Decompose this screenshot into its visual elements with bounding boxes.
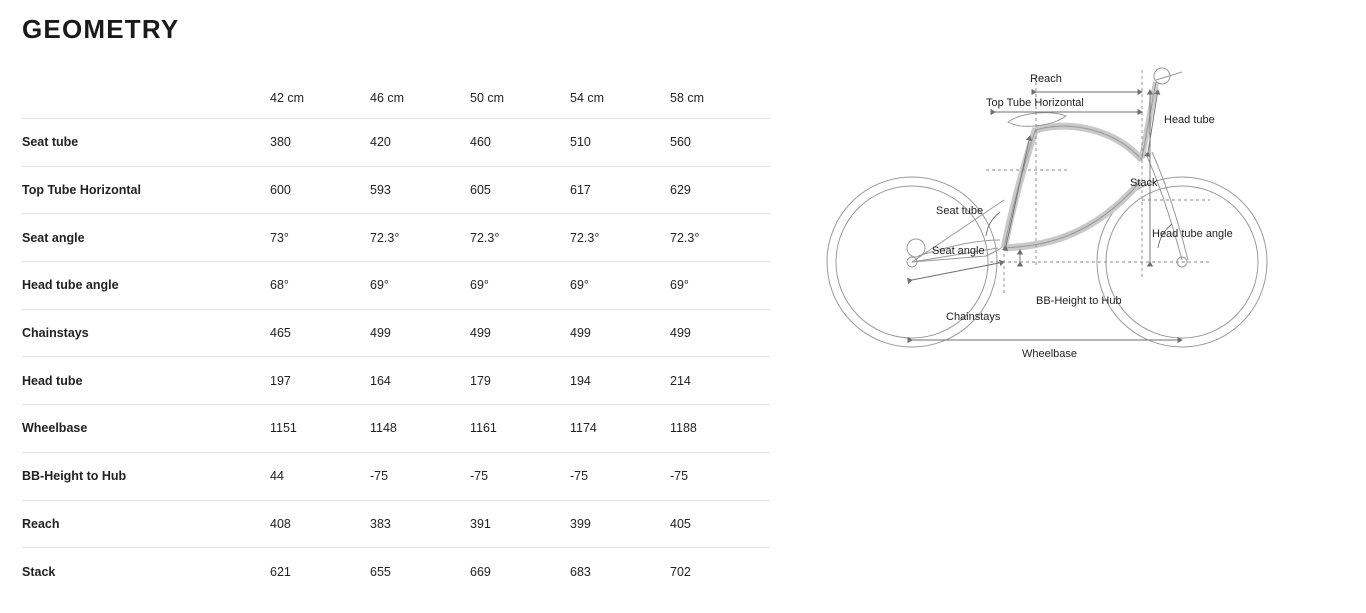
bike-geometry-svg [790, 50, 1350, 390]
fork [1146, 154, 1182, 260]
table-cell: 69° [670, 262, 770, 310]
table-cell: 499 [370, 309, 470, 357]
table-cell: 655 [370, 564, 391, 579]
row-label: BB-Height to Hub [22, 452, 270, 500]
table-header [22, 78, 770, 119]
table-cell: 72.3° [470, 214, 570, 262]
table-cell: 1188 [670, 405, 770, 453]
seat-tube-line [1006, 136, 1030, 246]
table-row [22, 357, 770, 405]
row-label: Wheelbase [22, 405, 270, 453]
table-cell: 510 [570, 119, 670, 167]
column-header-size-1: 42 cm [270, 78, 370, 119]
table-cell: 68° [270, 262, 370, 310]
diagram-label-seat-tube: Seat tube [936, 205, 984, 217]
table-cell: -75 [370, 452, 470, 500]
diagram-label-chainstays: Chainstays [946, 311, 1001, 323]
row-label: Head tube [22, 357, 270, 405]
bb-area [986, 246, 1004, 256]
diagram-label-stack: Stack [1130, 177, 1158, 189]
table-cell: 629 [670, 166, 770, 214]
row-label: Chainstays [22, 309, 270, 357]
table-cell: 1161 [470, 405, 570, 453]
table-cell: 621 [270, 564, 291, 579]
table-cell: 593 [370, 166, 470, 214]
row-label: Seat tube [22, 119, 270, 167]
table-cell: 194 [570, 357, 670, 405]
table-cell: 1174 [570, 405, 670, 453]
geometry-table [22, 78, 770, 595]
column-header-size-4: 54 cm [570, 78, 670, 119]
table-corner-cell [22, 78, 270, 119]
table-row [22, 166, 770, 214]
table-cell: 72.3° [670, 214, 770, 262]
seat-tube-shape [1004, 128, 1036, 248]
fork-2 [1152, 152, 1188, 260]
table-cell: 179 [470, 357, 570, 405]
table-row [22, 214, 770, 262]
page-title: GEOMETRY [22, 14, 180, 44]
table-row [22, 452, 770, 500]
table-cell: 600 [270, 166, 370, 214]
row-label: Stack [22, 564, 56, 579]
top-tube-shape [1036, 126, 1142, 160]
diagram-label-bb-height-to-hub: BB-Height to Hub [1036, 295, 1122, 307]
column-header-size-3: 50 cm [470, 78, 570, 119]
table-cell: 617 [570, 166, 670, 214]
table-cell: 408 [270, 500, 370, 548]
chainstay-line-measure [912, 262, 1004, 280]
table-row [22, 500, 770, 548]
table-cell: 72.3° [570, 214, 670, 262]
table-row [22, 548, 770, 595]
table-cell: 465 [270, 309, 370, 357]
table-cell: 683 [570, 564, 591, 579]
table-cell: 420 [370, 119, 470, 167]
table-cell: 164 [370, 357, 470, 405]
table-cell: 391 [470, 500, 570, 548]
row-label: Top Tube Horizontal [22, 166, 270, 214]
down-tube [1004, 182, 1140, 248]
table-cell: 669 [470, 564, 491, 579]
row-label: Head tube angle [22, 262, 270, 310]
table-cell: 380 [270, 119, 370, 167]
table-row [22, 309, 770, 357]
table-cell: 399 [570, 500, 670, 548]
table-cell: 1148 [370, 405, 470, 453]
diagram-label-head-tube-angle: Head tube angle [1152, 228, 1233, 240]
table-cell: -75 [470, 452, 570, 500]
table-cell: 69° [570, 262, 670, 310]
table-cell: 460 [470, 119, 570, 167]
table-cell: 197 [270, 357, 370, 405]
table-cell: 383 [370, 500, 470, 548]
table-cell: 560 [670, 119, 770, 167]
table-row [22, 119, 770, 167]
table-cell: 72.3° [370, 214, 470, 262]
down-tube-outline [1004, 182, 1140, 248]
diagram-label-head-tube: Head tube [1164, 114, 1215, 126]
diagram-label-wheelbase: Wheelbase [1022, 348, 1078, 360]
table-cell: 69° [470, 262, 570, 310]
table-cell: 499 [570, 309, 670, 357]
table-cell: -75 [570, 452, 670, 500]
table-cell: 702 [670, 564, 691, 579]
diagram-label-reach: Reach [1030, 73, 1062, 85]
geometry-table-container [22, 78, 762, 595]
row-label: Reach [22, 500, 270, 548]
table-cell: 405 [670, 500, 770, 548]
table-cell: 499 [670, 309, 770, 357]
table-cell: -75 [670, 452, 770, 500]
table-cell: 73° [270, 214, 370, 262]
table-cell: 605 [470, 166, 570, 214]
geometry-diagram [790, 50, 1350, 390]
table-cell: 44 [270, 452, 370, 500]
table-cell: 499 [470, 309, 570, 357]
row-label: Seat angle [22, 214, 270, 262]
table-row [22, 405, 770, 453]
diagram-label-seat-angle: Seat angle [932, 245, 985, 257]
rear-dropout [907, 239, 925, 257]
table-header-row [22, 78, 770, 119]
column-header-size-5: 58 cm [670, 78, 770, 119]
table-cell: 1151 [270, 405, 370, 453]
diagram-label-top-tube-horizontal: Top Tube Horizontal [986, 97, 1084, 109]
table-cell: 214 [670, 357, 770, 405]
table-row [22, 262, 770, 310]
table-cell: 69° [370, 262, 470, 310]
column-header-size-2: 46 cm [370, 78, 470, 119]
table-body [22, 119, 770, 595]
